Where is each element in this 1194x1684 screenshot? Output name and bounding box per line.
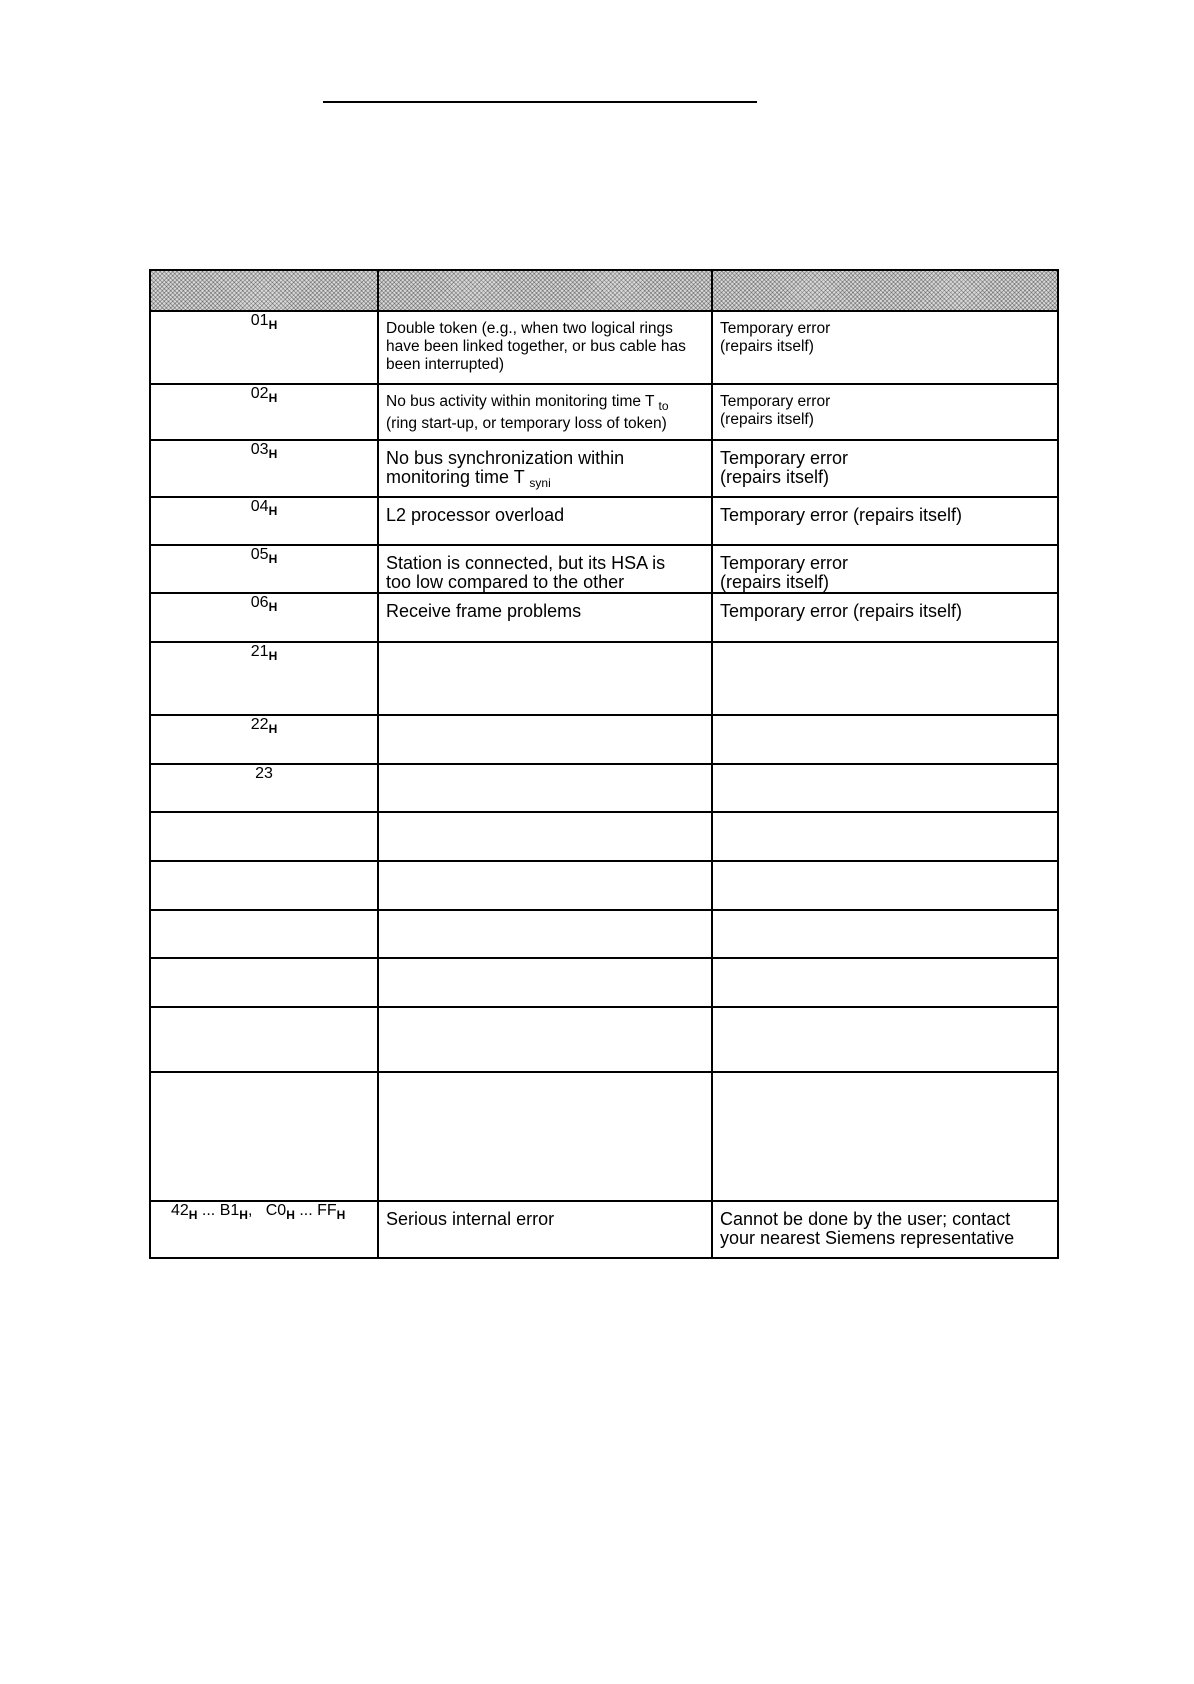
error-cause: Receive frame problems [378, 593, 712, 642]
table-row [150, 1007, 1058, 1072]
error-code [150, 910, 378, 958]
error-remedy [712, 642, 1058, 715]
table-row [150, 861, 1058, 910]
error-remedy [712, 764, 1058, 812]
error-remedy [712, 1072, 1058, 1201]
error-cause [378, 715, 712, 764]
error-cause [378, 1007, 712, 1072]
error-remedy: Cannot be done by the user; contact your nearest Siemens representative [712, 1201, 1058, 1258]
table-row [150, 910, 1058, 958]
table-row [150, 593, 1058, 642]
table-row [150, 497, 1058, 545]
error-code-table [149, 269, 1059, 1259]
header-cell-remedy [712, 270, 1058, 311]
error-code: $04_H$ [150, 497, 378, 545]
error-remedy: Temporary error (repairs itself) [712, 384, 1058, 440]
error-remedy [712, 910, 1058, 958]
table-row [150, 812, 1058, 861]
error-cause [378, 642, 712, 715]
error-remedy [712, 812, 1058, 861]
error-cause: Serious internal error [378, 1201, 712, 1258]
error-cause: No bus synchronization within monitoring time T $_{syni}$ [378, 440, 712, 497]
table-row [150, 311, 1058, 384]
header-cell-cause [378, 270, 712, 311]
header-rule [323, 101, 757, 103]
table-row [150, 440, 1058, 497]
error-cause [378, 910, 712, 958]
error-remedy [712, 1007, 1058, 1072]
table-row [150, 764, 1058, 812]
header-cell-code [150, 270, 378, 311]
error-code-range: $42_H$ ... $B1_H$, $C0_H$ ... $FF_H$ [150, 1201, 378, 1258]
error-code [150, 1072, 378, 1201]
error-cause: Double token (e.g., when two logical rings have been linked together, or bus cable has been interrupted) [378, 311, 712, 384]
error-code: $22_H$ [150, 715, 378, 764]
error-cause: L2 processor overload [378, 497, 712, 545]
error-remedy: Temporary error (repairs itself) [712, 593, 1058, 642]
error-cause [378, 812, 712, 861]
error-code: 23 [150, 764, 378, 812]
error-remedy: Temporary error (repairs itself) [712, 440, 1058, 497]
error-code: $03_H$ [150, 440, 378, 497]
error-remedy [712, 715, 1058, 764]
error-remedy: Temporary error (repairs itself) [712, 545, 1058, 593]
table-row [150, 1072, 1058, 1201]
error-remedy [712, 958, 1058, 1007]
error-code: $21_H$ [150, 642, 378, 715]
error-cause [378, 958, 712, 1007]
table-row [150, 384, 1058, 440]
error-code: $06_H$ [150, 593, 378, 642]
table-row [150, 715, 1058, 764]
table-header-row [150, 270, 1058, 311]
error-cause: Station is connected, but its HSA is too low compared to the other [378, 545, 712, 593]
table-row [150, 958, 1058, 1007]
error-code [150, 861, 378, 910]
table-row [150, 1201, 1058, 1258]
error-code: $02_H$ [150, 384, 378, 440]
table-row [150, 545, 1058, 593]
error-remedy [712, 861, 1058, 910]
error-cause: No bus activity within monitoring time T $_{to}$ (ring start-up, or temporary loss of token) [378, 384, 712, 440]
error-code [150, 958, 378, 1007]
error-cause [378, 1072, 712, 1201]
error-code: $01_H$ [150, 311, 378, 384]
error-cause [378, 764, 712, 812]
error-cause [378, 861, 712, 910]
error-code [150, 812, 378, 861]
error-code: $05_H$ [150, 545, 378, 593]
error-remedy: Temporary error (repairs itself) [712, 497, 1058, 545]
table-row [150, 642, 1058, 715]
error-code [150, 1007, 378, 1072]
error-remedy: Temporary error (repairs itself) [712, 311, 1058, 384]
